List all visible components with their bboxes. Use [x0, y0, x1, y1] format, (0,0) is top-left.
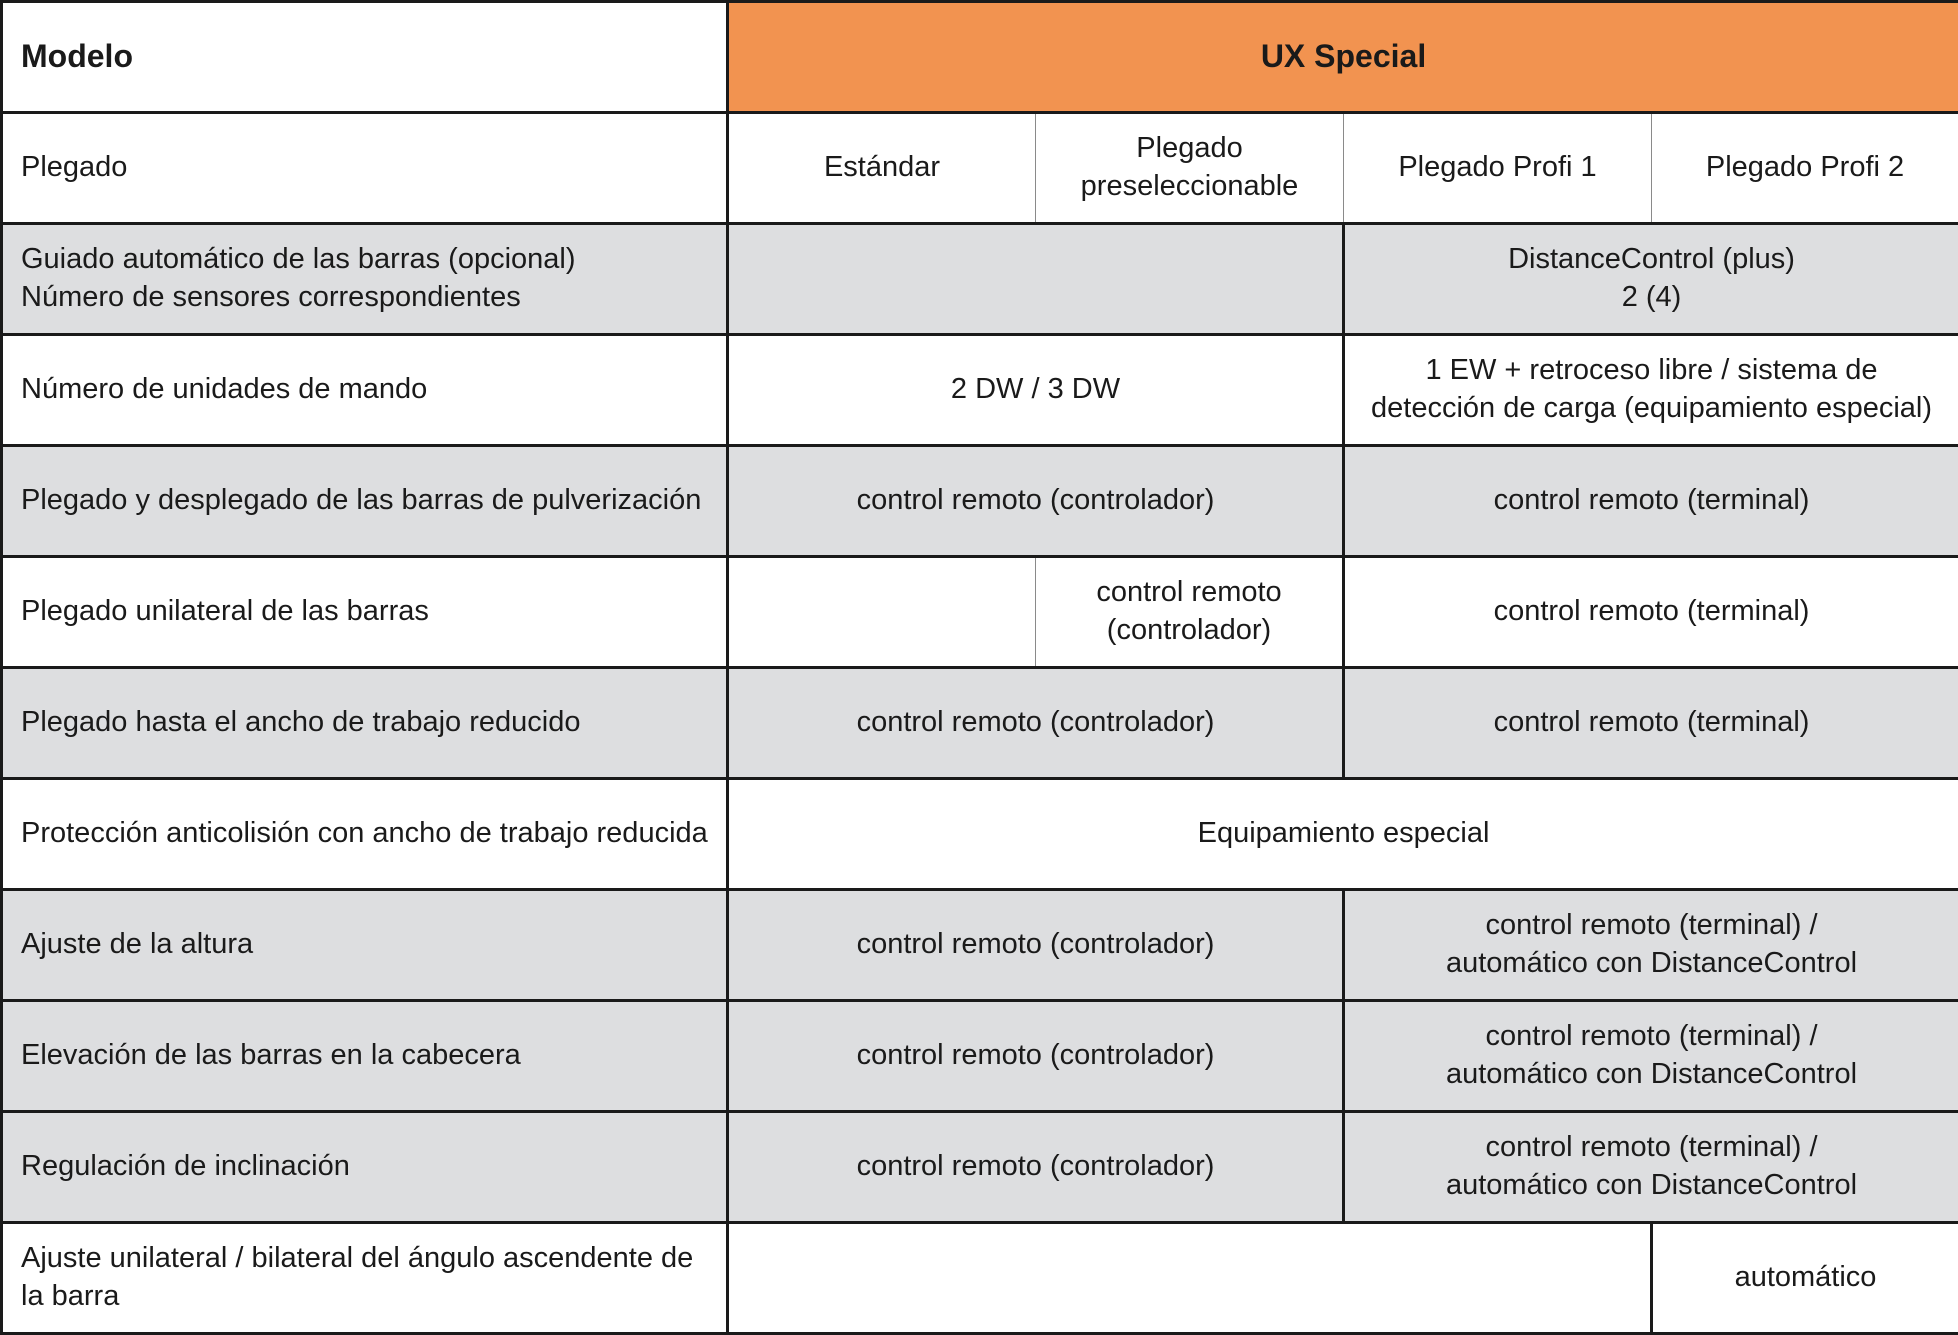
- variant-profi-1: Plegado Profi 1: [1344, 113, 1652, 224]
- boom-folding-label: Plegado y desplegado de las barras de pulverización: [2, 446, 728, 557]
- angle-label: [2, 1223, 728, 1334]
- model-name: UX Special: [728, 2, 1958, 113]
- one-sided-preselect-line2: (controlador): [1054, 612, 1324, 650]
- headland-label: Elevación de las barras en la cabecera: [2, 1001, 728, 1112]
- control-units-row: [2, 335, 1958, 446]
- boom-folding-profi: control remoto (terminal): [1344, 446, 1958, 557]
- control-units-basic: 2 DW / 3 DW: [728, 335, 1344, 446]
- height-profi-line2: automático con DistanceControl: [1363, 945, 1940, 983]
- guidance-label: [2, 224, 728, 335]
- tilt-profi: [1344, 1112, 1958, 1223]
- model-label: Modelo: [2, 2, 728, 113]
- height-profi: [1344, 890, 1958, 1001]
- one-sided-preselect-line1: control remoto: [1054, 574, 1324, 612]
- header-row: [2, 2, 1958, 113]
- guidance-profi-line1: DistanceControl (plus): [1363, 241, 1940, 279]
- folding-row: [2, 113, 1958, 224]
- guidance-basic-empty: [728, 224, 1344, 335]
- one-sided-standard-empty: [728, 557, 1036, 668]
- variant-standard: Estándar: [728, 113, 1036, 224]
- tilt-profi-line2: automático con DistanceControl: [1363, 1167, 1940, 1205]
- angle-row: [2, 1223, 1958, 1334]
- boom-folding-row: [2, 446, 1958, 557]
- one-sided-preselect: [1036, 557, 1344, 668]
- tilt-profi-line1: control remoto (terminal) /: [1363, 1129, 1940, 1167]
- height-profi-line1: control remoto (terminal) /: [1363, 907, 1940, 945]
- guidance-profi-value: [1344, 224, 1958, 335]
- guidance-profi-line2: 2 (4): [1363, 279, 1940, 317]
- tilt-row: [2, 1112, 1958, 1223]
- reduced-width-basic: control remoto (controlador): [728, 668, 1344, 779]
- height-label: Ajuste de la altura: [2, 890, 728, 1001]
- guidance-row: [2, 224, 1958, 335]
- headland-row: [2, 1001, 1958, 1112]
- variant-preselect: Plegado preseleccionable: [1036, 113, 1344, 224]
- angle-label-line2: la barra: [21, 1278, 708, 1316]
- tilt-label: Regulación de inclinación: [2, 1112, 728, 1223]
- angle-basic-empty: [728, 1223, 1652, 1334]
- headland-basic: control remoto (controlador): [728, 1001, 1344, 1112]
- control-units-profi: 1 EW + retroceso libre / sistema de detección de carga (equipamiento especial): [1344, 335, 1958, 446]
- headland-profi-line1: control remoto (terminal) /: [1363, 1018, 1940, 1056]
- one-sided-profi: control remoto (terminal): [1344, 557, 1958, 668]
- angle-label-line1: Ajuste unilateral / bilateral del ángulo ascendente de: [21, 1240, 708, 1278]
- folding-label: Plegado: [2, 113, 728, 224]
- one-sided-row: [2, 557, 1958, 668]
- reduced-width-row: [2, 668, 1958, 779]
- angle-profi-2: automático: [1652, 1223, 1958, 1334]
- collision-value: Equipamiento especial: [728, 779, 1958, 890]
- tilt-basic: control remoto (controlador): [728, 1112, 1344, 1223]
- one-sided-label: Plegado unilateral de las barras: [2, 557, 728, 668]
- reduced-width-profi: control remoto (terminal): [1344, 668, 1958, 779]
- guidance-label-line2: Número de sensores correspondientes: [21, 279, 708, 317]
- collision-row: [2, 779, 1958, 890]
- boom-folding-basic: control remoto (controlador): [728, 446, 1344, 557]
- variant-profi-2: Plegado Profi 2: [1652, 113, 1958, 224]
- control-units-label: Número de unidades de mando: [2, 335, 728, 446]
- height-basic: control remoto (controlador): [728, 890, 1344, 1001]
- guidance-label-line1: Guiado automático de las barras (opcional): [21, 241, 708, 279]
- headland-profi: [1344, 1001, 1958, 1112]
- reduced-width-label: Plegado hasta el ancho de trabajo reducido: [2, 668, 728, 779]
- height-row: [2, 890, 1958, 1001]
- headland-profi-line2: automático con DistanceControl: [1363, 1056, 1940, 1094]
- collision-label: Protección anticolisión con ancho de trabajo reducida: [2, 779, 728, 890]
